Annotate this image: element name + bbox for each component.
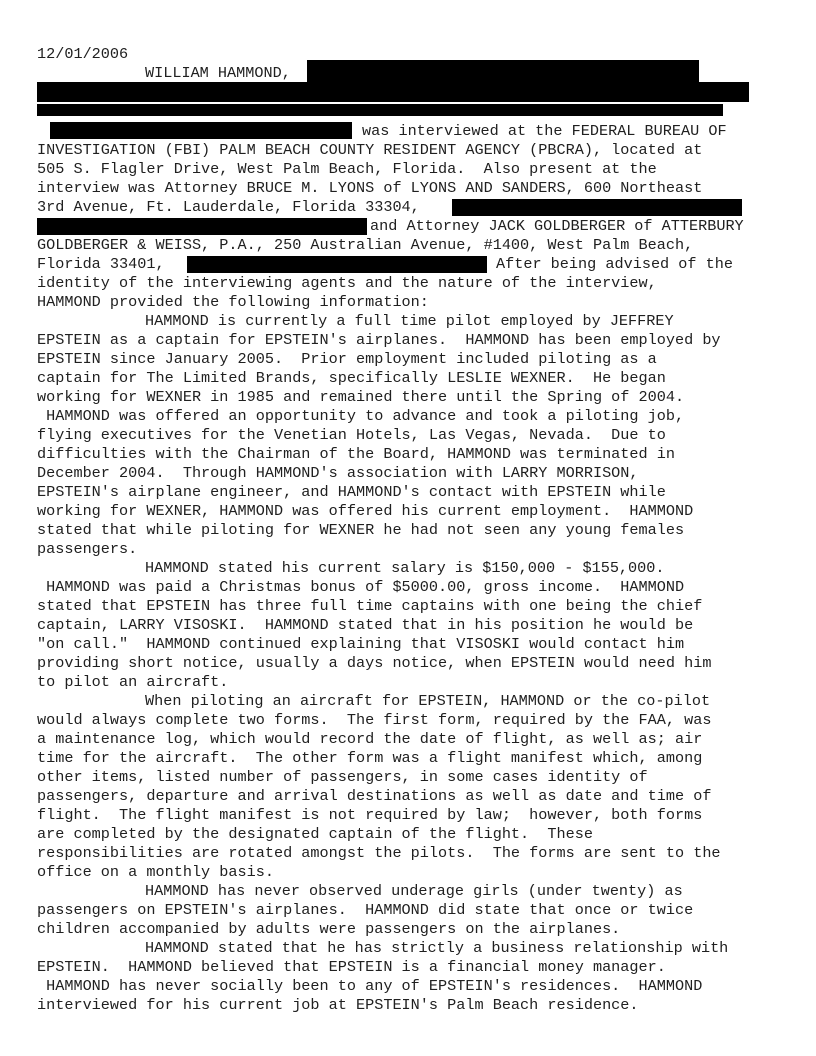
text-line: 505 S. Flagler Drive, West Palm Beach, Florida. Also present at the <box>37 160 657 178</box>
document-date: 12/01/2006 <box>37 45 129 63</box>
text-line: passengers, departure and arrival destinations as well as date and time of <box>37 787 712 805</box>
text-line: HAMMOND is currently a full time pilot employed by JEFFREY <box>145 312 674 330</box>
text-line: passengers. <box>37 540 138 558</box>
text-line: children accompanied by adults were passengers on the airplanes. <box>37 920 621 938</box>
text-line: interviewed for his current job at EPSTEIN's Palm Beach residence. <box>37 996 639 1014</box>
text-line: EPSTEIN since January 2005. Prior employment included piloting as a <box>37 350 657 368</box>
text-line: EPSTEIN's airplane engineer, and HAMMOND's contact with EPSTEIN while <box>37 483 666 501</box>
text-line: difficulties with the Chairman of the Board, HAMMOND was terminated in <box>37 445 675 463</box>
text-line: working for WEXNER, HAMMOND was offered his current employment. HAMMOND <box>37 502 694 520</box>
text-line: office on a monthly basis. <box>37 863 274 881</box>
redaction-block <box>452 199 742 216</box>
redaction-block <box>50 122 352 139</box>
text-line: HAMMOND stated his current salary is $150,000 - $155,000. <box>145 559 665 577</box>
text-line: responsibilities are rotated amongst the pilots. The forms are sent to the <box>37 844 721 862</box>
text-line: EPSTEIN as a captain for EPSTEIN's airplanes. HAMMOND has been employed by <box>37 331 721 349</box>
redaction-block <box>187 256 487 273</box>
text-line: are completed by the designated captain of the flight. These <box>37 825 593 843</box>
text-line: would always complete two forms. The first form, required by the FAA, was <box>37 711 712 729</box>
text-line: time for the aircraft. The other form was a flight manifest which, among <box>37 749 703 767</box>
text-line: captain for The Limited Brands, specifically LESLIE WEXNER. He began <box>37 369 666 387</box>
redaction-block <box>307 60 699 82</box>
text-line: After being advised of the <box>496 255 733 273</box>
text-line: stated that while piloting for WEXNER he had not seen any young females <box>37 521 685 539</box>
text-line: working for WEXNER in 1985 and remained there until the Spring of 2004. <box>37 388 685 406</box>
redaction-block <box>37 218 367 235</box>
text-line: EPSTEIN. HAMMOND believed that EPSTEIN is a financial money manager. <box>37 958 666 976</box>
text-line: other items, listed number of passengers, in some cases identity of <box>37 768 648 786</box>
text-line: HAMMOND was offered an opportunity to advance and took a piloting job, <box>37 407 685 425</box>
text-line: 3rd Avenue, Ft. Lauderdale, Florida 33304, <box>37 198 420 216</box>
text-line: HAMMOND has never socially been to any of EPSTEIN's residences. HAMMOND <box>37 977 703 995</box>
text-line: Florida 33401, <box>37 255 165 273</box>
text-line: "on call." HAMMOND continued explaining that VISOSKI would contact him <box>37 635 685 653</box>
text-line: GOLDBERGER & WEISS, P.A., 250 Australian Avenue, #1400, West Palm Beach, <box>37 236 694 254</box>
text-line: passengers on EPSTEIN's airplanes. HAMMOND did state that once or twice <box>37 901 694 919</box>
redaction-block <box>37 104 723 116</box>
text-line: stated that EPSTEIN has three full time captains with one being the chief <box>37 597 703 615</box>
text-line: HAMMOND has never observed underage girls (under twenty) as <box>145 882 683 900</box>
text-line: HAMMOND stated that he has strictly a business relationship with <box>145 939 729 957</box>
text-line: interview was Attorney BRUCE M. LYONS of LYONS AND SANDERS, 600 Northeast <box>37 179 703 197</box>
text-line: was interviewed at the FEDERAL BUREAU OF <box>362 122 727 140</box>
text-line: December 2004. Through HAMMOND's association with LARRY MORRISON, <box>37 464 639 482</box>
subject-name: WILLIAM HAMMOND, <box>145 64 291 82</box>
text-line: When piloting an aircraft for EPSTEIN, HAMMOND or the co-pilot <box>145 692 711 710</box>
text-line: to pilot an aircraft. <box>37 673 229 691</box>
text-line: providing short notice, usually a days notice, when EPSTEIN would need him <box>37 654 712 672</box>
text-line: captain, LARRY VISOSKI. HAMMOND stated that in his position he would be <box>37 616 694 634</box>
text-line: HAMMOND was paid a Christmas bonus of $5000.00, gross income. HAMMOND <box>37 578 685 596</box>
text-line: flying executives for the Venetian Hotels, Las Vegas, Nevada. Due to <box>37 426 666 444</box>
text-line: HAMMOND provided the following information: <box>37 293 429 311</box>
text-line: a maintenance log, which would record the date of flight, as well as; air <box>37 730 703 748</box>
text-line: flight. The flight manifest is not required by law; however, both forms <box>37 806 703 824</box>
text-line: INVESTIGATION (FBI) PALM BEACH COUNTY RESIDENT AGENCY (PBCRA), located at <box>37 141 703 159</box>
redaction-block <box>37 82 749 102</box>
text-line: identity of the interviewing agents and the nature of the interview, <box>37 274 657 292</box>
text-line: and Attorney JACK GOLDBERGER of ATTERBURY <box>370 217 744 235</box>
